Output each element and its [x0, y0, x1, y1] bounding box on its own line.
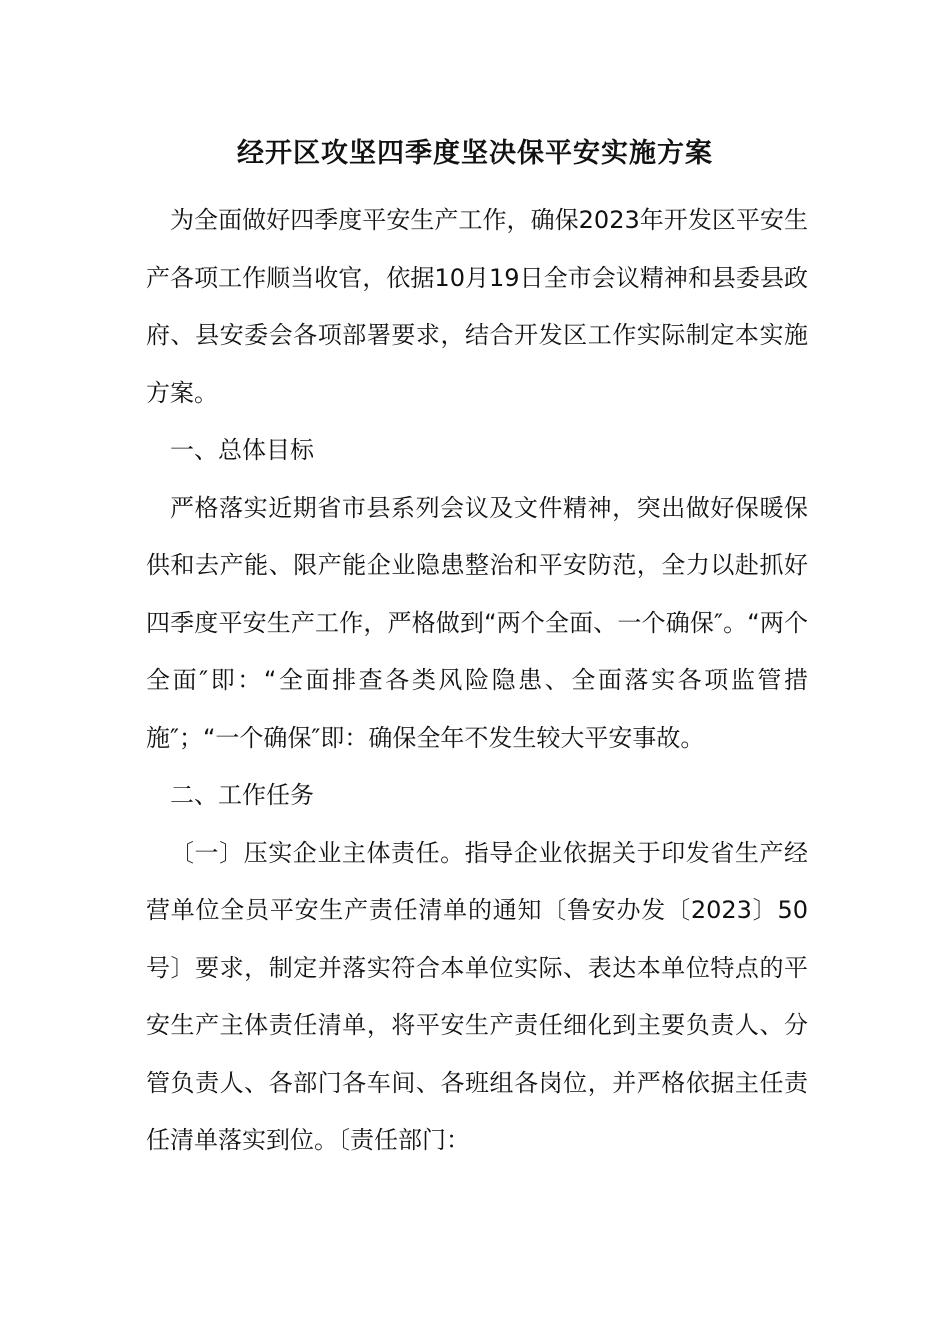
document-title: 经开区攻坚四季度坚决保平安实施方案 [237, 138, 713, 169]
intro-paragraph: 为全面做好四季度平安生产工作，确保2023年开发区平安生产各项工作顺当收官，依据10月19日全市会议精神和县委县政府、县安委会各项部署要求，结合开发区工作实际制定本实施方案。 [146, 206, 808, 407]
section-heading-work-tasks: 二、工作任务 [170, 781, 314, 809]
task-one-paragraph: 〔一〕压实企业主体责任。指导企业依据关于印发省生产经营单位全员平安生产责任清单的通知〔鲁安办发〔2023〕50号〕要求，制定并落实符合本单位实际、表达本单位特点的平安生产主体责任清单，将平安生产责任细化到主要负责人、分管负责人、各部门各车间、各班组各岗位，并严格依据主任责任清单落实到位。〔责任部门： [146, 838, 808, 1154]
document-body [146, 192, 808, 1170]
overall-goal-paragraph: 严格落实近期省市县系列会议及文件精神，突出做好保暖保供和去产能、限产能企业隐患整治和平安防范，全力以赴抓好四季度平安生产工作，严格做到“两个全面、一个确保″。“两个全面″即：“全面排查各类风险隐患、全面落实各项监管措施″；“一个确保″即：确保全年不发生较大平安事故。 [146, 493, 808, 752]
section-heading-overall-goal: 一、总体目标 [170, 436, 314, 464]
